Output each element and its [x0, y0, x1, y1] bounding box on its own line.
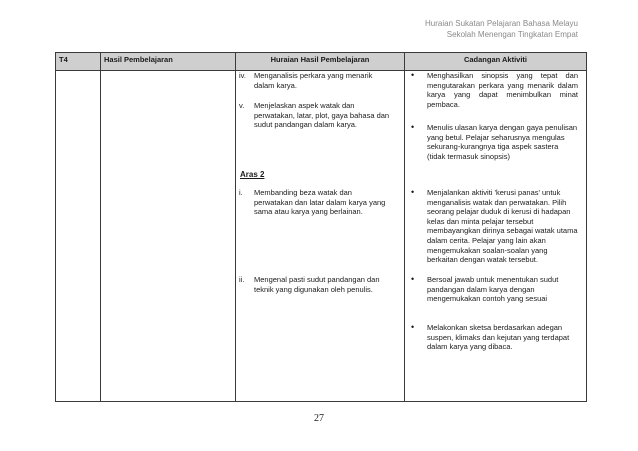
bullet-icon: • — [411, 122, 415, 132]
aktiviti-text: Bersoal jawab untuk menentukan sudut pandangan dalam karya dengan mengemukakan contoh yang sesuai — [427, 275, 559, 304]
aktiviti-text: Menjalankan aktiviti 'kerusi panas' untuk menganalisis watak dan perwatakan. Pilih seorang pelajar duduk di kerusi di hadapan kelas dan minta pelajar tersebut membayangkan dirinya sebagai watak utama dalam cerita. Pelajar yang lain akan mengemukakan soalan-soalan yang berkaitan dengan watak tersebut. — [427, 188, 578, 265]
huraian-item-ii — [239, 275, 391, 294]
item-number: iv. — [239, 71, 246, 80]
page-number: 27 — [314, 413, 324, 424]
aktiviti-item-3 — [411, 188, 578, 265]
huraian-item-iv — [239, 71, 391, 90]
huraian-item-v — [239, 101, 391, 130]
header-line-1: Huraian Sukatan Pelajaran Bahasa Melayu — [425, 19, 578, 28]
syllabus-table — [55, 52, 587, 402]
bullet-icon: • — [411, 70, 415, 80]
page-header — [425, 18, 578, 40]
item-number: i. — [239, 188, 243, 197]
cell-huraian — [236, 71, 405, 402]
aktiviti-text: Menghasilkan sinopsis yang tepat dan mengutarakan perkara yang menarik dalam karya yang dapat menimbulkan minat pembaca. — [427, 71, 578, 109]
aktiviti-text: Melakonkan sketsa berdasarkan adegan suspen, klimaks dan kejutan yang terdapat dalam karya yang dibaca. — [427, 323, 570, 352]
item-text: Membanding beza watak dan perwatakan dan latar dalam karya yang sama atau karya yang berlainan. — [254, 188, 386, 217]
col-header-huraian: Huraian Hasil Pembelajaran — [236, 53, 405, 71]
item-text: Menganalisis perkara yang menarik dalam karya. — [254, 71, 373, 90]
cell-aktiviti — [405, 71, 587, 402]
item-number: v. — [239, 101, 245, 110]
col-header-aktiviti: Cadangan Aktiviti — [405, 53, 587, 71]
aktiviti-item-4 — [411, 275, 578, 304]
aras-heading: Aras 2 — [240, 170, 265, 179]
aktiviti-item-2 — [411, 123, 578, 161]
bullet-icon: • — [411, 322, 415, 332]
header-line-2: Sekolah Menengan Tingkatan Empat — [446, 30, 578, 39]
col-header-t4: T4 — [56, 53, 101, 71]
item-text: Mengenal pasti sudut pandangan dan teknik yang digunakan oleh penulis. — [254, 275, 380, 294]
aktiviti-text: Menulis ulasan karya dengan gaya penulisan yang betul. Pelajar seharusnya mengulas sekurang-kurangnya tiga aspek sastera (tidak termasuk sinopsis) — [427, 123, 578, 161]
cell-hasil — [101, 71, 236, 402]
table-header-row — [56, 53, 587, 71]
aktiviti-item-1 — [411, 71, 578, 109]
col-header-hasil: Hasil Pembelajaran — [101, 53, 236, 71]
bullet-icon: • — [411, 274, 415, 284]
bullet-icon: • — [411, 187, 415, 197]
item-text: Menjelaskan aspek watak dan perwatakan, latar, plot, gaya bahasa dan sudut pandangan dalam karya. — [254, 101, 390, 130]
cell-t4 — [56, 71, 101, 402]
table-row — [56, 71, 587, 402]
aktiviti-item-5 — [411, 323, 578, 352]
huraian-item-i — [239, 188, 391, 217]
item-number: ii. — [239, 275, 245, 284]
